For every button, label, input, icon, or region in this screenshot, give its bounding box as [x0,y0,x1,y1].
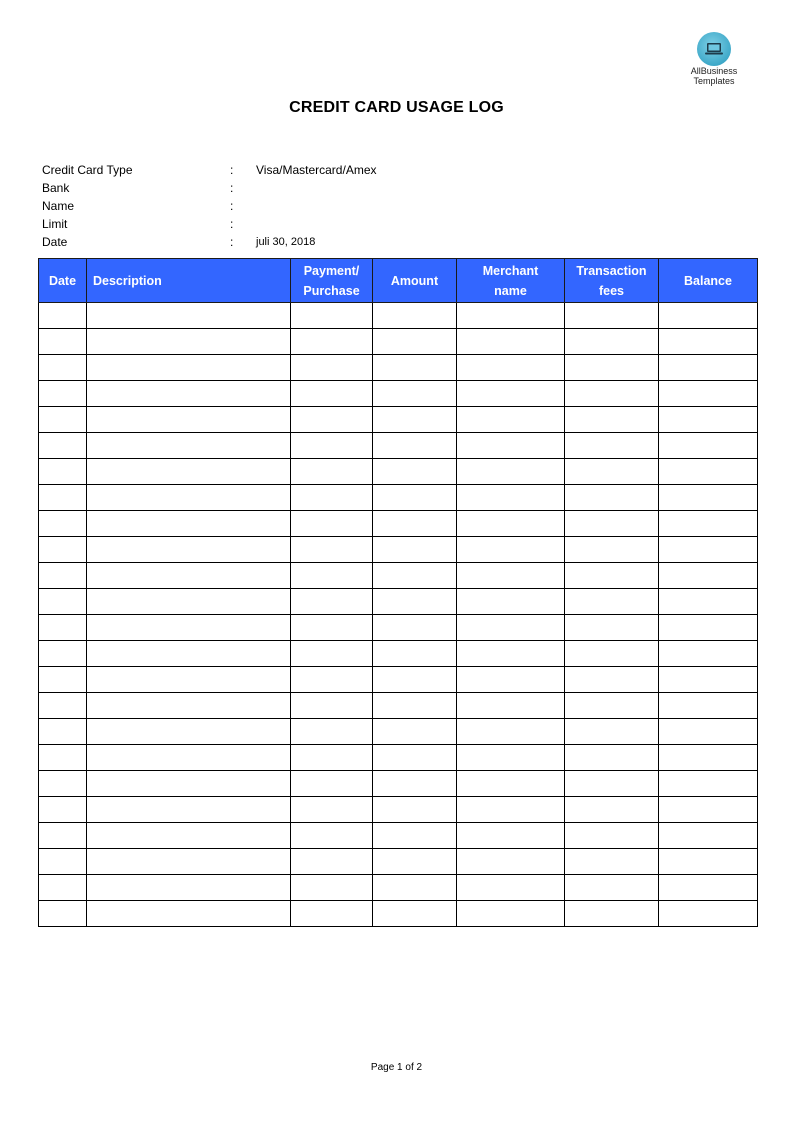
table-cell[interactable] [565,303,659,329]
table-cell[interactable] [291,303,373,329]
column-header-description [87,259,291,303]
info-value: juli 30, 2018 [256,236,316,248]
table-cell[interactable] [87,797,291,823]
table-cell[interactable] [87,615,291,641]
table-cell[interactable] [291,693,373,719]
table-cell[interactable] [457,381,565,407]
column-header-balance [659,259,758,303]
header-line: Amount [390,273,439,288]
table-cell[interactable] [373,563,457,589]
info-colon: : [230,181,234,195]
table-cell[interactable] [373,771,457,797]
table-cell[interactable] [373,745,457,771]
table-cell[interactable] [457,667,565,693]
table-cell[interactable] [291,329,373,355]
table-cell[interactable] [457,303,565,329]
table-cell[interactable] [291,875,373,901]
header-line: Date [48,273,77,288]
table-cell[interactable] [659,719,758,745]
table-row [39,797,758,823]
table-cell[interactable] [87,459,291,485]
table-row [39,511,758,537]
header-line: Merchant [482,263,539,278]
info-row-card-type [42,161,542,179]
table-cell[interactable] [565,381,659,407]
table-cell[interactable] [291,433,373,459]
table-cell[interactable] [39,537,87,563]
table-cell[interactable] [565,901,659,927]
table-cell[interactable] [659,329,758,355]
table-cell[interactable] [457,329,565,355]
table-cell[interactable] [87,563,291,589]
table-cell[interactable] [291,745,373,771]
table-cell[interactable] [373,901,457,927]
table-cell[interactable] [373,433,457,459]
table-cell[interactable] [457,355,565,381]
table-row [39,875,758,901]
logo-text-line1: AllBusiness [690,66,738,76]
column-header-date [39,259,87,303]
table-cell[interactable] [39,823,87,849]
table-row [39,719,758,745]
table-cell[interactable] [87,433,291,459]
table-cell[interactable] [373,459,457,485]
info-label: Bank [42,181,70,195]
table-cell[interactable] [659,771,758,797]
table-header-row [39,259,758,303]
table-cell[interactable] [565,537,659,563]
table-row [39,615,758,641]
table-cell[interactable] [291,771,373,797]
table-cell[interactable] [291,849,373,875]
table-cell[interactable] [39,745,87,771]
table-cell[interactable] [39,459,87,485]
column-header-merchant-name [457,259,565,303]
table-cell[interactable] [373,511,457,537]
table-cell[interactable] [291,563,373,589]
table-cell[interactable] [373,693,457,719]
table-cell[interactable] [87,875,291,901]
table-cell[interactable] [87,719,291,745]
table-row [39,537,758,563]
table-row [39,407,758,433]
table-row [39,693,758,719]
table-cell[interactable] [659,355,758,381]
table-cell[interactable] [87,693,291,719]
table-cell[interactable] [659,407,758,433]
table-cell[interactable] [39,563,87,589]
table-cell[interactable] [659,875,758,901]
info-row-limit [42,215,542,233]
column-header-transaction-fees [565,259,659,303]
table-cell[interactable] [291,537,373,563]
table-cell[interactable] [659,589,758,615]
table-cell[interactable] [659,667,758,693]
table-cell[interactable] [565,355,659,381]
info-value: Visa/Mastercard/Amex [256,163,377,177]
table-cell[interactable] [373,485,457,511]
table-row [39,303,758,329]
table-cell[interactable] [291,589,373,615]
table-cell[interactable] [457,745,565,771]
table-cell[interactable] [659,745,758,771]
table-cell[interactable] [373,641,457,667]
table-cell[interactable] [565,485,659,511]
logo [684,32,744,86]
table-cell[interactable] [457,875,565,901]
table-cell[interactable] [39,901,87,927]
table-cell[interactable] [659,693,758,719]
info-colon: : [230,235,234,249]
table-cell[interactable] [87,381,291,407]
table-cell[interactable] [565,459,659,485]
table-cell[interactable] [373,355,457,381]
table-cell[interactable] [565,589,659,615]
table-cell[interactable] [457,485,565,511]
table-cell[interactable] [87,745,291,771]
table-cell[interactable] [659,537,758,563]
table-cell[interactable] [659,459,758,485]
header-line: Transaction [576,263,647,278]
header-line: Purchase [303,283,360,298]
table-cell[interactable] [457,459,565,485]
table-cell[interactable] [565,745,659,771]
header-line: Payment/ [303,263,360,278]
table-cell[interactable] [291,823,373,849]
table-cell[interactable] [373,719,457,745]
laptop-icon [697,32,731,66]
table-cell[interactable] [659,641,758,667]
column-header-payment-purchase [291,259,373,303]
header-line: Balance [684,273,732,288]
table-cell[interactable] [373,823,457,849]
table-row [39,433,758,459]
table-cell[interactable] [87,771,291,797]
table-cell[interactable] [373,667,457,693]
info-row-bank [42,179,542,197]
table-row [39,355,758,381]
table-cell[interactable] [373,589,457,615]
table-cell[interactable] [565,511,659,537]
info-label: Name [42,199,75,213]
table-cell[interactable] [457,641,565,667]
table-cell[interactable] [659,849,758,875]
table-cell[interactable] [87,823,291,849]
table-cell[interactable] [39,797,87,823]
header-line: name [494,283,527,298]
table-cell[interactable] [457,563,565,589]
table-cell[interactable] [565,563,659,589]
table-cell[interactable] [87,355,291,381]
table-cell[interactable] [291,511,373,537]
usage-log-table [38,258,758,927]
info-label: Limit [42,217,68,231]
table-cell[interactable] [87,849,291,875]
page-title: CREDIT CARD USAGE LOG [289,99,504,116]
table-cell[interactable] [291,459,373,485]
table-cell[interactable] [457,407,565,433]
table-cell[interactable] [457,511,565,537]
table-cell[interactable] [373,329,457,355]
table-cell[interactable] [373,797,457,823]
table-cell[interactable] [457,433,565,459]
table-cell[interactable] [39,641,87,667]
table-cell[interactable] [457,849,565,875]
table-cell[interactable] [659,381,758,407]
table-cell[interactable] [565,641,659,667]
info-row-date [42,233,542,251]
table-cell[interactable] [39,303,87,329]
table-cell[interactable] [457,823,565,849]
table-cell[interactable] [87,589,291,615]
table-cell[interactable] [565,433,659,459]
table-row [39,823,758,849]
table-row [39,849,758,875]
table-cell[interactable] [565,875,659,901]
table-cell[interactable] [87,667,291,693]
table-cell[interactable] [87,537,291,563]
table-cell[interactable] [457,797,565,823]
table-cell[interactable] [373,381,457,407]
table-row [39,329,758,355]
info-row-name [42,197,542,215]
table-row [39,563,758,589]
info-colon: : [230,163,234,177]
table-cell[interactable] [457,537,565,563]
table-row [39,745,758,771]
table-cell[interactable] [659,485,758,511]
table-cell[interactable] [39,771,87,797]
table-cell[interactable] [659,615,758,641]
table-cell[interactable] [87,901,291,927]
header-line: fees [598,283,625,298]
table-cell[interactable] [565,667,659,693]
table-cell[interactable] [87,329,291,355]
table-cell[interactable] [659,797,758,823]
info-label: Date [42,235,68,249]
card-info-section [42,161,542,251]
table-cell[interactable] [659,823,758,849]
table-cell[interactable] [291,901,373,927]
table-cell[interactable] [565,797,659,823]
table-cell[interactable] [659,563,758,589]
table-cell[interactable] [87,485,291,511]
table-cell[interactable] [373,303,457,329]
table-cell[interactable] [373,849,457,875]
table-cell[interactable] [565,615,659,641]
table-row [39,381,758,407]
table-row [39,667,758,693]
table-row [39,485,758,511]
info-label: Credit Card Type [42,163,133,177]
table-cell[interactable] [373,407,457,433]
table-row [39,771,758,797]
table-cell[interactable] [39,511,87,537]
table-cell[interactable] [39,849,87,875]
table-cell[interactable] [39,875,87,901]
table-cell[interactable] [565,849,659,875]
table-cell[interactable] [39,381,87,407]
table-cell[interactable] [291,797,373,823]
info-colon: : [230,199,234,213]
table-cell[interactable] [659,901,758,927]
table-cell[interactable] [39,693,87,719]
table-cell[interactable] [291,667,373,693]
table-cell[interactable] [565,407,659,433]
table-cell[interactable] [565,693,659,719]
page-number: Page 1 of 2 [370,1062,423,1073]
table-cell[interactable] [291,485,373,511]
table-body [39,303,758,927]
table-cell[interactable] [659,433,758,459]
table-cell[interactable] [373,875,457,901]
table-cell[interactable] [291,381,373,407]
table-cell[interactable] [565,771,659,797]
table-row [39,589,758,615]
table-cell[interactable] [457,589,565,615]
table-cell[interactable] [291,355,373,381]
table-cell[interactable] [87,641,291,667]
table-cell[interactable] [39,329,87,355]
table-cell[interactable] [565,719,659,745]
table-cell[interactable] [87,407,291,433]
table-row [39,641,758,667]
column-header-amount [373,259,457,303]
table-cell[interactable] [291,641,373,667]
table-cell[interactable] [39,719,87,745]
table-cell[interactable] [39,615,87,641]
table-cell[interactable] [87,511,291,537]
table-cell[interactable] [565,823,659,849]
info-colon: : [230,217,234,231]
table-row [39,459,758,485]
table-cell[interactable] [457,615,565,641]
table-cell[interactable] [373,615,457,641]
table-cell[interactable] [457,771,565,797]
logo-text-line2: Templates [693,76,735,86]
table-cell[interactable] [39,589,87,615]
header-line: Description [93,273,162,288]
table-cell[interactable] [291,719,373,745]
table-cell[interactable] [565,329,659,355]
table-cell[interactable] [39,667,87,693]
table-cell[interactable] [291,615,373,641]
table-cell[interactable] [373,537,457,563]
table-cell[interactable] [39,407,87,433]
table-cell[interactable] [39,355,87,381]
table-cell[interactable] [39,433,87,459]
table-cell[interactable] [457,901,565,927]
table-cell[interactable] [659,511,758,537]
table-cell[interactable] [39,485,87,511]
table-row [39,901,758,927]
table-cell[interactable] [291,407,373,433]
table-cell[interactable] [87,303,291,329]
table-cell[interactable] [457,719,565,745]
table-cell[interactable] [457,693,565,719]
table-cell[interactable] [659,303,758,329]
